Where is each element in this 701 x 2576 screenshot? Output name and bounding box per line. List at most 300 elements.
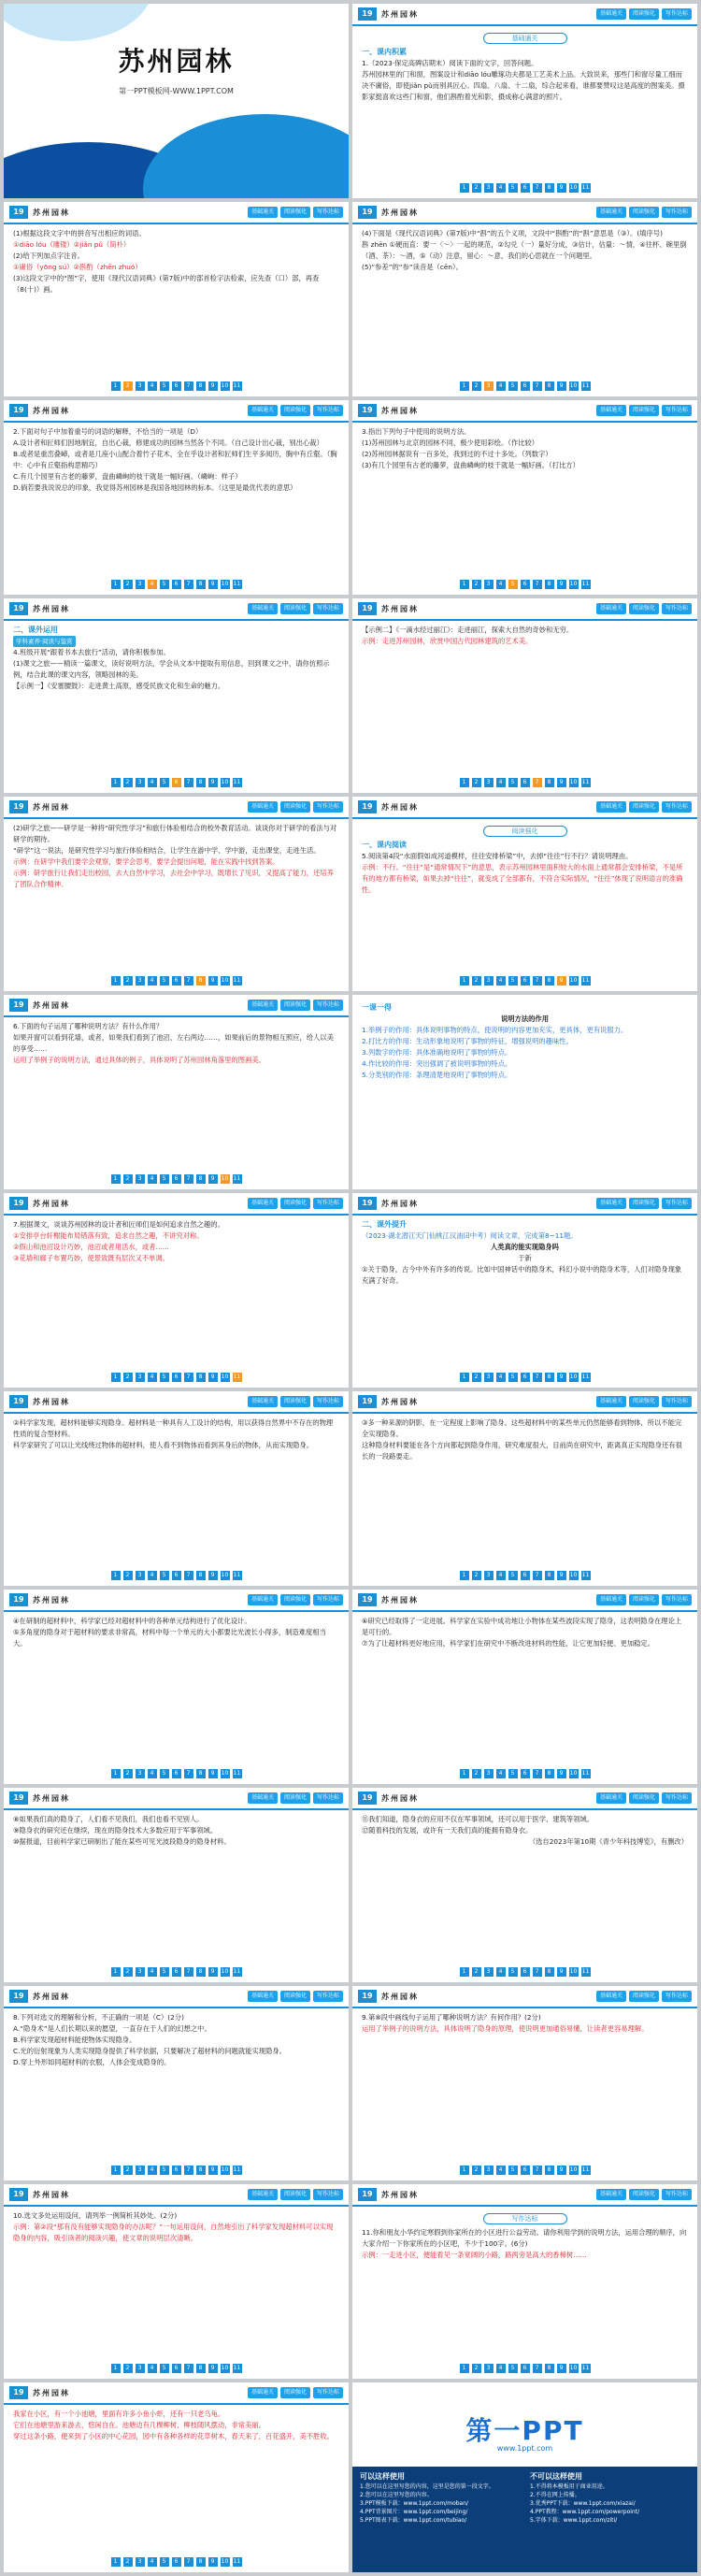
page-button[interactable]: 7 <box>184 2364 193 2373</box>
page-button[interactable]: 11 <box>233 977 241 984</box>
page-button[interactable]: 6 <box>521 580 530 589</box>
page-button[interactable]: 2 <box>123 1174 133 1184</box>
nav-reading-button[interactable]: 阅读强化 <box>629 1991 659 2002</box>
page-button[interactable]: 8 <box>545 1967 554 1977</box>
page-button[interactable]: 2 <box>123 381 133 391</box>
page-button[interactable]: 10 <box>569 977 578 984</box>
page-button[interactable]: 2 <box>472 381 481 391</box>
page-button[interactable]: 5 <box>160 1769 169 1778</box>
page-button[interactable]: 2 <box>123 1769 133 1778</box>
page-button[interactable]: 8 <box>545 2364 554 2373</box>
page-button[interactable]: 10 <box>221 581 229 587</box>
nav-basic-button[interactable]: 基础通关 <box>248 1000 278 1011</box>
page-button[interactable]: 11 <box>233 1770 241 1777</box>
page-button[interactable]: 3 <box>136 976 145 986</box>
page-button[interactable]: 9 <box>208 580 218 589</box>
nav-reading-button[interactable]: 阅读强化 <box>280 2387 310 2398</box>
page-button[interactable]: 10 <box>221 1572 229 1578</box>
page-button[interactable]: 5 <box>508 976 518 986</box>
page-button[interactable]: 3 <box>484 183 494 193</box>
page-button[interactable]: 1 <box>460 778 469 787</box>
page-button[interactable]: 4 <box>148 976 157 986</box>
nav-writing-button[interactable]: 写作达标 <box>662 2189 692 2200</box>
page-button[interactable]: 6 <box>172 1373 181 1382</box>
page-button[interactable]: 2 <box>123 778 133 787</box>
page-button[interactable]: 2 <box>472 1571 481 1580</box>
page-button[interactable]: 11 <box>581 1770 590 1777</box>
page-button[interactable]: 6 <box>172 381 181 391</box>
page-button[interactable]: 3 <box>484 1769 494 1778</box>
page-button[interactable]: 5 <box>508 1571 518 1580</box>
page-button[interactable]: 9 <box>208 1373 218 1382</box>
nav-basic-button[interactable]: 基础通关 <box>248 1198 278 1209</box>
nav-writing-button[interactable]: 写作达标 <box>662 405 692 416</box>
page-button[interactable]: 5 <box>508 580 518 589</box>
nav-basic-button[interactable]: 基础通关 <box>596 1991 626 2002</box>
page-button[interactable]: 10 <box>221 1175 229 1182</box>
page-button[interactable]: 4 <box>496 2364 506 2373</box>
nav-basic-button[interactable]: 基础通关 <box>248 1396 278 1407</box>
page-button[interactable]: 11 <box>233 1175 241 1182</box>
nav-basic-button[interactable]: 基础通关 <box>596 1792 626 1804</box>
page-button[interactable]: 3 <box>136 1373 145 1382</box>
nav-writing-button[interactable]: 写作达标 <box>313 1991 343 2002</box>
nav-writing-button[interactable]: 写作达标 <box>662 1792 692 1804</box>
page-button[interactable]: 8 <box>196 1967 206 1977</box>
page-button[interactable]: 10 <box>569 1968 578 1975</box>
page-button[interactable]: 10 <box>569 1770 578 1777</box>
page-button[interactable]: 8 <box>196 2364 206 2373</box>
page-button[interactable]: 5 <box>508 381 518 391</box>
page-button[interactable]: 1 <box>460 1571 469 1580</box>
page-button[interactable]: 9 <box>208 778 218 787</box>
nav-writing-button[interactable]: 写作达标 <box>313 2189 343 2200</box>
page-button[interactable]: 2 <box>123 976 133 986</box>
page-button[interactable]: 7 <box>533 2364 542 2373</box>
page-button[interactable]: 8 <box>545 778 554 787</box>
nav-reading-button[interactable]: 阅读强化 <box>280 1396 310 1407</box>
page-button[interactable]: 4 <box>148 2364 157 2373</box>
nav-reading-button[interactable]: 阅读强化 <box>629 1594 659 1605</box>
page-button[interactable]: 9 <box>557 1967 566 1977</box>
page-button[interactable]: 10 <box>221 977 229 984</box>
nav-basic-button[interactable]: 基础通关 <box>248 207 278 218</box>
page-button[interactable]: 4 <box>496 778 506 787</box>
page-button[interactable]: 11 <box>233 1572 241 1578</box>
page-button[interactable]: 7 <box>184 1769 193 1778</box>
page-button[interactable]: 7 <box>184 1967 193 1977</box>
page-button[interactable]: 3 <box>136 2166 145 2175</box>
page-button[interactable]: 6 <box>172 1571 181 1580</box>
page-button[interactable]: 5 <box>160 381 169 391</box>
page-button[interactable]: 3 <box>484 2364 494 2373</box>
page-button[interactable]: 4 <box>496 2166 506 2175</box>
page-button[interactable]: 8 <box>196 1174 206 1184</box>
page-button[interactable]: 11 <box>581 1968 590 1975</box>
page-button[interactable]: 10 <box>569 1374 578 1380</box>
page-button[interactable]: 8 <box>196 1571 206 1580</box>
nav-writing-button[interactable]: 写作达标 <box>313 1000 343 1011</box>
nav-writing-button[interactable]: 写作达标 <box>313 603 343 614</box>
nav-basic-button[interactable]: 基础通关 <box>248 2387 278 2398</box>
page-button[interactable]: 11 <box>233 2166 241 2173</box>
page-button[interactable]: 7 <box>533 381 542 391</box>
page-button[interactable]: 8 <box>545 1373 554 1382</box>
page-button[interactable]: 5 <box>160 1174 169 1184</box>
page-button[interactable]: 7 <box>533 2166 542 2175</box>
page-button[interactable]: 3 <box>484 381 494 391</box>
nav-writing-button[interactable]: 写作达标 <box>662 1991 692 2002</box>
page-button[interactable]: 6 <box>521 2166 530 2175</box>
page-button[interactable]: 9 <box>208 2557 218 2567</box>
page-button[interactable]: 8 <box>545 580 554 589</box>
nav-reading-button[interactable]: 阅读强化 <box>629 801 659 813</box>
page-button[interactable]: 6 <box>172 778 181 787</box>
page-button[interactable]: 3 <box>484 1373 494 1382</box>
nav-writing-button[interactable]: 写作达标 <box>662 1594 692 1605</box>
nav-writing-button[interactable]: 写作达标 <box>313 1594 343 1605</box>
page-button[interactable]: 1 <box>111 580 121 589</box>
nav-basic-button[interactable]: 基础通关 <box>248 2189 278 2200</box>
page-button[interactable]: 2 <box>472 976 481 986</box>
page-button[interactable]: 1 <box>460 2364 469 2373</box>
page-button[interactable]: 6 <box>172 2166 181 2175</box>
page-button[interactable]: 3 <box>484 580 494 589</box>
page-button[interactable]: 11 <box>233 2558 241 2565</box>
nav-basic-button[interactable]: 基础通关 <box>596 405 626 416</box>
page-button[interactable]: 1 <box>111 778 121 787</box>
page-button[interactable]: 9 <box>557 2364 566 2373</box>
page-button[interactable]: 11 <box>233 1374 241 1380</box>
page-button[interactable]: 8 <box>545 183 554 193</box>
nav-writing-button[interactable]: 写作达标 <box>662 801 692 813</box>
page-button[interactable]: 6 <box>521 2364 530 2373</box>
page-button[interactable]: 2 <box>472 1967 481 1977</box>
page-button[interactable]: 7 <box>184 1174 193 1184</box>
page-button[interactable]: 11 <box>581 184 590 191</box>
page-button[interactable]: 3 <box>136 580 145 589</box>
page-button[interactable]: 5 <box>508 778 518 787</box>
page-button[interactable]: 5 <box>160 2557 169 2567</box>
page-button[interactable]: 9 <box>557 1769 566 1778</box>
page-button[interactable]: 4 <box>496 381 506 391</box>
page-button[interactable]: 9 <box>208 1174 218 1184</box>
page-button[interactable]: 3 <box>136 2364 145 2373</box>
page-button[interactable]: 6 <box>172 1174 181 1184</box>
page-button[interactable]: 5 <box>160 2364 169 2373</box>
nav-reading-button[interactable]: 阅读强化 <box>629 1198 659 1209</box>
nav-reading-button[interactable]: 阅读强化 <box>629 1792 659 1804</box>
page-button[interactable]: 7 <box>533 1769 542 1778</box>
nav-reading-button[interactable]: 阅读强化 <box>629 603 659 614</box>
nav-reading-button[interactable]: 阅读强化 <box>280 1000 310 1011</box>
page-button[interactable]: 1 <box>111 1769 121 1778</box>
page-button[interactable]: 3 <box>484 976 494 986</box>
page-button[interactable]: 2 <box>123 2557 133 2567</box>
page-button[interactable]: 7 <box>184 778 193 787</box>
page-button[interactable]: 7 <box>533 1373 542 1382</box>
page-button[interactable]: 7 <box>184 2557 193 2567</box>
page-button[interactable]: 8 <box>196 580 206 589</box>
page-button[interactable]: 3 <box>136 1571 145 1580</box>
nav-basic-button[interactable]: 基础通关 <box>248 1991 278 2002</box>
page-button[interactable]: 1 <box>460 976 469 986</box>
page-button[interactable]: 1 <box>111 1571 121 1580</box>
page-button[interactable]: 11 <box>233 2365 241 2371</box>
nav-writing-button[interactable]: 写作达标 <box>313 405 343 416</box>
page-button[interactable]: 6 <box>172 1967 181 1977</box>
page-button[interactable]: 6 <box>521 381 530 391</box>
page-button[interactable]: 6 <box>521 183 530 193</box>
page-button[interactable]: 1 <box>460 1373 469 1382</box>
page-button[interactable]: 1 <box>460 580 469 589</box>
page-button[interactable]: 6 <box>521 778 530 787</box>
page-button[interactable]: 7 <box>184 976 193 986</box>
page-button[interactable]: 5 <box>160 976 169 986</box>
page-button[interactable]: 4 <box>148 1769 157 1778</box>
nav-writing-button[interactable]: 写作达标 <box>313 1792 343 1804</box>
page-button[interactable]: 8 <box>196 2166 206 2175</box>
page-button[interactable]: 5 <box>508 2166 518 2175</box>
page-button[interactable]: 3 <box>136 1967 145 1977</box>
page-button[interactable]: 10 <box>221 1968 229 1975</box>
page-button[interactable]: 11 <box>581 1572 590 1578</box>
page-button[interactable]: 9 <box>557 1571 566 1580</box>
page-button[interactable]: 1 <box>460 1967 469 1977</box>
nav-reading-button[interactable]: 阅读强化 <box>280 2189 310 2200</box>
page-button[interactable]: 5 <box>160 2166 169 2175</box>
page-button[interactable]: 9 <box>557 183 566 193</box>
page-button[interactable]: 9 <box>208 2364 218 2373</box>
page-button[interactable]: 8 <box>545 381 554 391</box>
nav-reading-button[interactable]: 阅读强化 <box>629 405 659 416</box>
page-button[interactable]: 4 <box>496 1571 506 1580</box>
nav-basic-button[interactable]: 基础通关 <box>596 207 626 218</box>
page-button[interactable]: 4 <box>496 976 506 986</box>
page-button[interactable]: 4 <box>148 778 157 787</box>
nav-basic-button[interactable]: 基础通关 <box>596 1198 626 1209</box>
page-button[interactable]: 7 <box>533 580 542 589</box>
page-button[interactable]: 7 <box>533 1967 542 1977</box>
page-button[interactable]: 1 <box>111 2364 121 2373</box>
nav-writing-button[interactable]: 写作达标 <box>662 603 692 614</box>
page-button[interactable]: 6 <box>172 976 181 986</box>
page-button[interactable]: 11 <box>581 977 590 984</box>
page-button[interactable]: 6 <box>172 1769 181 1778</box>
nav-writing-button[interactable]: 写作达标 <box>313 1396 343 1407</box>
page-button[interactable]: 5 <box>508 183 518 193</box>
page-button[interactable]: 6 <box>172 2364 181 2373</box>
page-button[interactable]: 2 <box>123 2166 133 2175</box>
nav-reading-button[interactable]: 阅读强化 <box>280 207 310 218</box>
page-button[interactable]: 7 <box>184 1373 193 1382</box>
page-button[interactable]: 10 <box>221 2365 229 2371</box>
nav-basic-button[interactable]: 基础通关 <box>596 1594 626 1605</box>
page-button[interactable]: 3 <box>136 1174 145 1184</box>
page-button[interactable]: 7 <box>184 381 193 391</box>
page-button[interactable]: 9 <box>557 778 566 787</box>
page-button[interactable]: 5 <box>160 1967 169 1977</box>
page-button[interactable]: 11 <box>233 581 241 587</box>
page-button[interactable]: 4 <box>148 381 157 391</box>
page-button[interactable]: 4 <box>496 580 506 589</box>
page-button[interactable]: 8 <box>545 2166 554 2175</box>
page-button[interactable]: 5 <box>160 1373 169 1382</box>
page-button[interactable]: 10 <box>569 2166 578 2173</box>
page-button[interactable]: 9 <box>208 1769 218 1778</box>
nav-reading-button[interactable]: 阅读强化 <box>280 1991 310 2002</box>
nav-basic-button[interactable]: 基础通关 <box>596 603 626 614</box>
nav-reading-button[interactable]: 阅读强化 <box>629 207 659 218</box>
page-button[interactable]: 7 <box>184 1571 193 1580</box>
page-button[interactable]: 11 <box>233 779 241 785</box>
page-button[interactable]: 5 <box>508 2364 518 2373</box>
page-button[interactable]: 8 <box>196 976 206 986</box>
nav-writing-button[interactable]: 写作达标 <box>662 1198 692 1209</box>
page-button[interactable]: 1 <box>111 381 121 391</box>
page-button[interactable]: 1 <box>111 2557 121 2567</box>
page-button[interactable]: 5 <box>160 778 169 787</box>
page-button[interactable]: 9 <box>557 1373 566 1382</box>
page-button[interactable]: 7 <box>533 1571 542 1580</box>
page-button[interactable]: 2 <box>472 580 481 589</box>
page-button[interactable]: 3 <box>136 1769 145 1778</box>
page-button[interactable]: 2 <box>123 580 133 589</box>
page-button[interactable]: 2 <box>123 2364 133 2373</box>
page-button[interactable]: 1 <box>111 1174 121 1184</box>
page-button[interactable]: 7 <box>533 778 542 787</box>
page-button[interactable]: 4 <box>148 2166 157 2175</box>
nav-writing-button[interactable]: 写作达标 <box>313 801 343 813</box>
page-button[interactable]: 5 <box>508 1769 518 1778</box>
page-button[interactable]: 10 <box>569 779 578 785</box>
page-button[interactable]: 6 <box>521 1571 530 1580</box>
page-button[interactable]: 3 <box>136 778 145 787</box>
page-button[interactable]: 9 <box>557 381 566 391</box>
page-button[interactable]: 8 <box>545 1571 554 1580</box>
page-button[interactable]: 10 <box>569 184 578 191</box>
nav-reading-button[interactable]: 阅读强化 <box>280 1594 310 1605</box>
page-button[interactable]: 11 <box>233 1968 241 1975</box>
page-button[interactable]: 4 <box>148 2557 157 2567</box>
page-button[interactable]: 5 <box>508 1373 518 1382</box>
page-button[interactable]: 1 <box>460 183 469 193</box>
page-button[interactable]: 10 <box>569 2365 578 2371</box>
page-button[interactable]: 2 <box>472 2364 481 2373</box>
nav-basic-button[interactable]: 基础通关 <box>596 801 626 813</box>
page-button[interactable]: 4 <box>496 183 506 193</box>
nav-basic-button[interactable]: 基础通关 <box>596 1396 626 1407</box>
brand-url[interactable]: www.1ppt.com <box>496 2444 553 2453</box>
page-button[interactable]: 11 <box>233 382 241 389</box>
page-button[interactable]: 3 <box>136 381 145 391</box>
page-button[interactable]: 6 <box>172 580 181 589</box>
page-button[interactable]: 8 <box>196 1373 206 1382</box>
page-button[interactable]: 4 <box>148 1571 157 1580</box>
page-button[interactable]: 2 <box>472 1769 481 1778</box>
page-button[interactable]: 10 <box>569 382 578 389</box>
page-button[interactable]: 2 <box>123 1571 133 1580</box>
nav-reading-button[interactable]: 阅读强化 <box>280 405 310 416</box>
page-button[interactable]: 5 <box>160 1571 169 1580</box>
page-button[interactable]: 8 <box>196 381 206 391</box>
page-button[interactable]: 7 <box>184 580 193 589</box>
nav-writing-button[interactable]: 写作达标 <box>313 207 343 218</box>
page-button[interactable]: 8 <box>196 778 206 787</box>
page-button[interactable]: 8 <box>196 1769 206 1778</box>
page-button[interactable]: 7 <box>184 2166 193 2175</box>
nav-basic-button[interactable]: 基础通关 <box>248 405 278 416</box>
page-button[interactable]: 9 <box>557 976 566 986</box>
nav-writing-button[interactable]: 写作达标 <box>662 207 692 218</box>
page-button[interactable]: 10 <box>569 1572 578 1578</box>
page-button[interactable]: 3 <box>136 2557 145 2567</box>
page-button[interactable]: 1 <box>111 2166 121 2175</box>
page-button[interactable]: 3 <box>484 1571 494 1580</box>
page-button[interactable]: 4 <box>496 1373 506 1382</box>
page-button[interactable]: 7 <box>533 976 542 986</box>
page-button[interactable]: 6 <box>521 1967 530 1977</box>
nav-basic-button[interactable]: 基础通关 <box>248 1792 278 1804</box>
page-button[interactable]: 9 <box>208 1967 218 1977</box>
page-button[interactable]: 3 <box>484 778 494 787</box>
page-button[interactable]: 4 <box>148 1373 157 1382</box>
page-button[interactable]: 5 <box>508 1967 518 1977</box>
page-button[interactable]: 1 <box>111 976 121 986</box>
page-button[interactable]: 9 <box>557 2166 566 2175</box>
nav-reading-button[interactable]: 阅读强化 <box>280 603 310 614</box>
page-button[interactable]: 10 <box>221 2558 229 2565</box>
page-button[interactable]: 3 <box>484 1967 494 1977</box>
page-button[interactable]: 2 <box>472 1373 481 1382</box>
page-button[interactable]: 4 <box>496 1769 506 1778</box>
page-button[interactable]: 11 <box>581 1374 590 1380</box>
page-button[interactable]: 5 <box>160 580 169 589</box>
page-button[interactable]: 11 <box>581 779 590 785</box>
page-button[interactable]: 4 <box>148 1174 157 1184</box>
page-button[interactable]: 2 <box>472 2166 481 2175</box>
page-button[interactable]: 1 <box>460 381 469 391</box>
page-button[interactable]: 11 <box>581 2166 590 2173</box>
nav-reading-button[interactable]: 阅读强化 <box>280 1198 310 1209</box>
page-button[interactable]: 3 <box>484 2166 494 2175</box>
nav-writing-button[interactable]: 写作达标 <box>313 2387 343 2398</box>
page-button[interactable]: 2 <box>123 1967 133 1977</box>
page-button[interactable]: 6 <box>521 976 530 986</box>
page-button[interactable]: 1 <box>111 1373 121 1382</box>
page-button[interactable]: 1 <box>460 2166 469 2175</box>
nav-basic-button[interactable]: 基础通关 <box>248 1594 278 1605</box>
page-button[interactable]: 1 <box>460 1769 469 1778</box>
page-button[interactable]: 10 <box>221 2166 229 2173</box>
page-button[interactable]: 6 <box>521 1769 530 1778</box>
page-button[interactable]: 8 <box>196 2557 206 2567</box>
page-button[interactable]: 4 <box>148 1967 157 1977</box>
page-button[interactable]: 9 <box>557 580 566 589</box>
page-button[interactable]: 6 <box>521 1373 530 1382</box>
nav-reading-button[interactable]: 阅读强化 <box>629 2189 659 2200</box>
page-button[interactable]: 2 <box>123 1373 133 1382</box>
nav-writing-button[interactable]: 写作达标 <box>313 1198 343 1209</box>
nav-writing-button[interactable]: 写作达标 <box>662 8 692 20</box>
nav-basic-button[interactable]: 基础通关 <box>248 801 278 813</box>
page-button[interactable]: 8 <box>545 976 554 986</box>
page-button[interactable]: 9 <box>208 1571 218 1580</box>
nav-basic-button[interactable]: 基础通关 <box>596 2189 626 2200</box>
page-button[interactable]: 10 <box>569 581 578 587</box>
page-button[interactable]: 11 <box>581 2365 590 2371</box>
page-button[interactable]: 10 <box>221 1374 229 1380</box>
